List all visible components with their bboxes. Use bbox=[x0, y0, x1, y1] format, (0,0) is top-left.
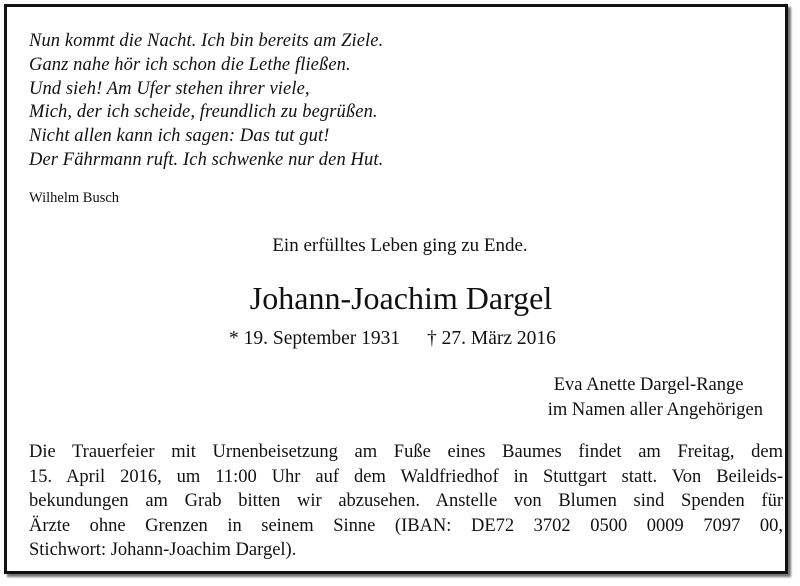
deceased-name: Johann-Joachim Dargel bbox=[249, 280, 553, 316]
life-dates bbox=[229, 327, 556, 351]
poem-line: Mich, der ich scheide, freundlich zu begrüßen. bbox=[29, 102, 378, 123]
poem-line: Und sieh! Am Ufer stehen ihrer viele, bbox=[29, 78, 310, 99]
notice-line: Stichwort: Johann-Joachim Dargel). bbox=[29, 540, 297, 560]
funeral-notice bbox=[29, 440, 783, 563]
signer-name: Eva Anette Dargel-Range bbox=[553, 375, 744, 395]
poem-line: Ganz nahe hör ich schon die Lethe fließen. bbox=[29, 54, 351, 75]
signer-note: im Namen aller Angehörigen bbox=[547, 399, 763, 420]
poem-line: Nun kommt die Nacht. Ich bin bereits am Ziele. bbox=[29, 31, 384, 51]
notice-line: Ärzte ohne Grenzen in seinem Sinne (IBAN: DE72 3702 0500 0009 7097 00, bbox=[29, 515, 783, 536]
notice-line: bekundungen am Grab bitten wir abzusehen. Anstelle von Blumen sind Spenden für bbox=[29, 491, 783, 511]
death-date: † 27. März 2016 bbox=[427, 328, 556, 349]
poem-line: Nicht allen kann ich sagen: Das tut gut! bbox=[29, 126, 330, 147]
poem-author: Wilhelm Busch bbox=[29, 190, 120, 206]
intro-text: Ein erfülltes Leben ging zu Ende. bbox=[272, 235, 528, 256]
notice-line: Die Trauerfeier mit Urnenbeisetzung am Fuße eines Baumes findet am Freitag, dem bbox=[29, 442, 783, 462]
poem-line: Der Fährmann ruft. Ich schwenke nur den Hut. bbox=[29, 149, 384, 170]
birth-date: * 19. September 1931 bbox=[229, 328, 401, 349]
notice-line: 15. April 2016, um 11:00 Uhr auf dem Waldfriedhof in Stuttgart statt. Von Beileids- bbox=[29, 466, 783, 487]
obituary-frame bbox=[4, 4, 788, 574]
poem bbox=[29, 30, 383, 173]
signers bbox=[548, 373, 763, 422]
